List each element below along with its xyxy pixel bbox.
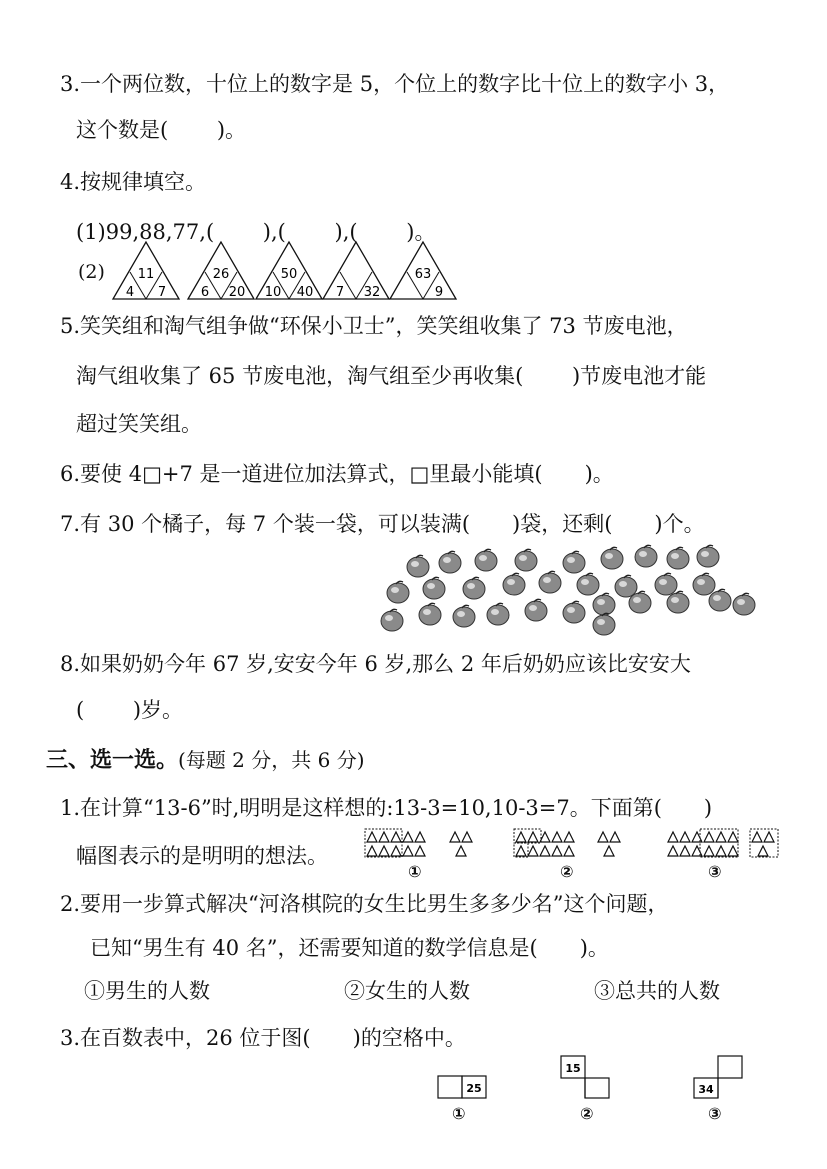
orange-30 (733, 593, 755, 615)
orange-6 (601, 547, 623, 569)
fig-3 (694, 1056, 742, 1098)
tri-b-26 (604, 846, 614, 856)
orange-3 (475, 549, 497, 571)
tri-c-36 (704, 846, 714, 856)
q4-sub2-label: (2) (78, 261, 105, 283)
pattern-triangles (110, 240, 470, 305)
q3-line1: 3.一个两位数，十位上的数字是 5，个位上的数字比十位上的数字小 3， (60, 72, 730, 96)
tri-4-left: 7 (335, 285, 345, 300)
tri-c-40 (764, 832, 774, 842)
orange-2 (439, 551, 461, 573)
s3q3-label-2: ② (580, 1104, 594, 1123)
tri-b-22 (552, 846, 562, 856)
orange-17 (655, 573, 677, 595)
fig-1 (438, 1076, 486, 1098)
tri-a-11 (450, 832, 460, 842)
hundred-chart-figures (430, 1050, 760, 1102)
tri-5-top: 63 (414, 267, 432, 282)
section-3-title: 三、选一选。 (46, 748, 179, 773)
orange-28 (709, 589, 731, 611)
orange-24 (563, 601, 585, 623)
orange-16 (615, 575, 637, 597)
triangle-2 (188, 242, 254, 300)
tri-c-39 (752, 832, 762, 842)
tri-b-18 (564, 832, 574, 842)
tri-a-7 (379, 846, 389, 856)
tri-1-top: 11 (137, 267, 155, 282)
s3q1-label-2: ② (560, 862, 574, 881)
tri-c-27 (668, 832, 678, 842)
oranges-illustration (378, 545, 760, 640)
subtraction-figures (364, 828, 782, 864)
triangle-1 (113, 242, 179, 300)
tri-b-24 (598, 832, 608, 842)
tri-c-37 (716, 846, 726, 856)
tri-1-left: 4 (125, 285, 135, 300)
tri-5-right: 9 (434, 285, 444, 300)
tri-b-15 (528, 832, 538, 842)
orange-22 (487, 603, 509, 625)
fig-2 (561, 1056, 609, 1098)
tri-4-right: 32 (363, 285, 381, 300)
q6-line1: 6.要使 4□+7 是一道进位加法算式，□里最小能填( )。 (60, 462, 614, 486)
orange-10 (387, 581, 409, 603)
tri-a-13 (456, 846, 466, 856)
tri-a-3 (391, 832, 401, 842)
s3q1-label-1: ① (408, 862, 422, 881)
q7-line1: 7.有 30 个橘子，每 7 个装一袋，可以装满( )袋，还剩( )个。 (60, 512, 705, 536)
tri-2-left: 6 (200, 285, 210, 300)
q5-line3: 超过笑笑组。 (76, 412, 202, 436)
orange-8 (667, 547, 689, 569)
orange-18 (693, 573, 715, 595)
tri-b-21 (540, 846, 550, 856)
tri-a-5 (415, 832, 425, 842)
tri-2-top: 26 (212, 267, 230, 282)
tri-c-32 (728, 832, 738, 842)
s3q2-option-1: ①男生的人数 (84, 979, 210, 1003)
fig-2-number: 15 (565, 1062, 581, 1075)
q8-line2: ( )岁。 (76, 698, 184, 722)
tri-1-right: 7 (157, 285, 167, 300)
orange-13 (503, 573, 525, 595)
tri-c-33 (668, 846, 678, 856)
tri-b-23 (564, 846, 574, 856)
fig-3-number: 34 (698, 1083, 714, 1096)
orange-20 (419, 603, 441, 625)
s3q2-line2: 已知“男生有 40 名”，还需要知道的数学信息是( )。 (90, 936, 609, 960)
tri-c-34 (680, 846, 690, 856)
s3q3-line1: 3.在百数表中，26 位于图( )的空格中。 (60, 1026, 466, 1050)
orange-23 (525, 599, 547, 621)
q4-title: 4.按规律填空。 (60, 170, 207, 194)
s3q1-line1: 1.在计算“13-6”时,明明是这样想的:13-3=10,10-3=7。下面第( ) (60, 796, 713, 820)
fig3-box-right (750, 829, 778, 857)
tri-a-12 (462, 832, 472, 842)
orange-5 (563, 551, 585, 573)
fig-1-number: 25 (466, 1082, 482, 1095)
tri-a-2 (379, 832, 389, 842)
tri-b-20 (528, 846, 538, 856)
orange-25 (593, 593, 615, 615)
s3q2-option-2: ②女生的人数 (344, 979, 470, 1003)
orange-15 (577, 573, 599, 595)
tri-b-25 (610, 832, 620, 842)
tri-a-9 (403, 846, 413, 856)
s3q1-label-3: ③ (708, 862, 722, 881)
triangle-3 (256, 242, 322, 300)
tri-a-6 (367, 846, 377, 856)
q5-line2: 淘气组收集了 65 节废电池，淘气组至少再收集( )节废电池才能 (76, 364, 707, 388)
q3-line2: 这个数是( )。 (76, 118, 247, 142)
orange-29 (593, 613, 615, 635)
s3q3-label-1: ① (452, 1104, 466, 1123)
orange-1 (407, 555, 429, 577)
tri-a-1 (367, 832, 377, 842)
q4-sub1: (1)99,88,77,( ),( ),( )。 (76, 220, 436, 244)
orange-14 (539, 571, 561, 593)
orange-12 (463, 577, 485, 599)
orange-11 (423, 577, 445, 599)
triangle-5 (390, 242, 456, 300)
tri-c-28 (680, 832, 690, 842)
orange-9 (697, 545, 719, 567)
orange-7 (635, 545, 657, 567)
tri-b-19 (516, 846, 526, 856)
q5-line1: 5.笑笑组和淘气组争做“环保小卫士”，笑笑组收集了 73 节废电池， (60, 314, 688, 338)
orange-19 (381, 609, 403, 631)
s3q1-line2: 幅图表示的是明明的想法。 (76, 844, 328, 868)
tri-a-10 (415, 846, 425, 856)
tri-2-right: 20 (228, 285, 246, 300)
tri-a-4 (403, 832, 413, 842)
tri-c-38 (728, 846, 738, 856)
s3q3-label-3: ③ (708, 1104, 722, 1123)
section-3-note: (每题 2 分，共 6 分) (178, 748, 365, 772)
tri-a-8 (391, 846, 401, 856)
tri-c-31 (716, 832, 726, 842)
section-3-heading (46, 746, 365, 775)
tri-b-14 (516, 832, 526, 842)
orange-4 (515, 549, 537, 571)
orange-21 (453, 605, 475, 627)
tri-c-41 (758, 846, 768, 856)
s3q2-line1: 2.要用一步算式解决“河洛棋院的女生比男生多多少名”这个问题， (60, 892, 669, 916)
tri-3-left: 10 (264, 285, 282, 300)
tri-3-right: 40 (296, 285, 314, 300)
tri-b-17 (552, 832, 562, 842)
tri-c-30 (704, 832, 714, 842)
tri-3-top: 50 (280, 267, 298, 282)
q8-line1: 8.如果奶奶今年 67 岁,安安今年 6 岁,那么 2 年后奶奶应该比安安大 (60, 652, 691, 676)
s3q2-option-3: ③总共的人数 (594, 979, 720, 1003)
triangle-4 (323, 242, 389, 300)
